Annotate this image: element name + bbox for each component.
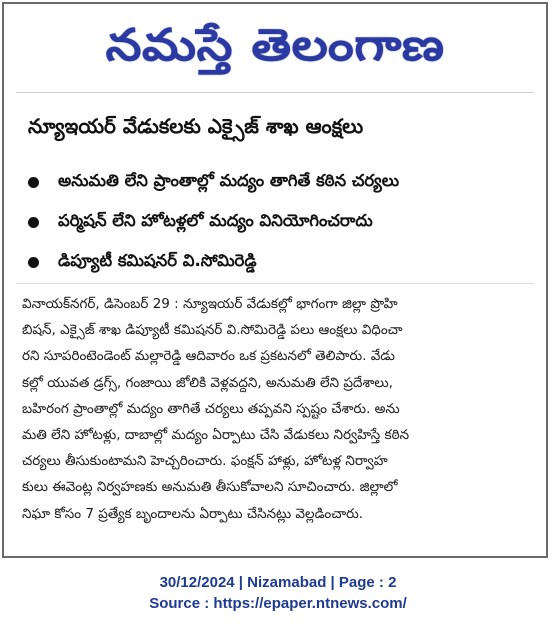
bullet-icon [28,177,39,188]
body-line: చర్యలు తీసుకుంటామని హెచ్చరించారు. ఫంక్షన్ హాళ్లు, హోటళ్ల నిర్వాహ [22,453,388,470]
body-line: నిఘా కోసం 7 ప్రత్యేక బృందాలను ఏర్పాటు చేసినట్లు వెల్లడించారు. [22,505,364,522]
body-line: రని సూపరింటెండెంట్ మల్లారెడ్డి ఆదివారం ఒక ప్రకటనలో తెలిపారు. వేడు [22,348,395,365]
source-url: Source : https://epaper.ntnews.com/ [149,595,407,612]
bullet-icon [28,257,39,268]
highlight-text: డిప్యూటీ కమిషనర్ వి.సోమిరెడ్డి [58,250,257,270]
glyph-fragment [168,556,176,558]
highlight-list [26,162,532,282]
newspaper-clipping [2,2,548,558]
newspaper-logo: నమస్తే తెలంగాణ [105,19,445,71]
highlight-text: పర్మిషన్ లేని హోటళ్లలో మద్యం వినియోగించరాదు [58,210,373,230]
edition-info: 30/12/2024 | Nizamabad | Page : 2 [159,574,397,591]
highlight-item [26,242,532,282]
glyph-fragment [182,556,190,558]
body-line: కల్లో యువత డ్రగ్స్, గంజాయి జోలికి వెళ్లవద్దని, అనుమతి లేని ప్రదేశాలు, [22,374,393,391]
highlight-item [26,162,532,202]
body-line: బహిరంగ ప్రాంతాల్లో మద్యం తాగితే చర్యలు తప్పవని స్పష్టం చేశారు. అను [22,400,400,417]
source-footer [0,572,556,614]
masthead-divider [16,92,534,93]
highlight-item [26,202,532,242]
article-body [22,291,532,527]
body-divider [16,283,534,284]
masthead [4,8,546,84]
article-headline: న్యూఇయర్ వేడుకలకు ఎక్సైజ్ శాఖ ఆంక్షలు [28,114,364,138]
body-line: కులు ఈవెంట్ల నిర్వహణకు అనుమతి తీసుకోవాలని సూచించారు. జిల్లాలో [22,479,398,496]
body-line: మతి లేని హోటళ్లు, దాబాల్లో మద్యం ఏర్పాటు చేసి వేడుకలు నిర్వహిస్తే కఠిన [22,426,410,443]
bullet-icon [28,217,39,228]
highlight-text: అనుమతి లేని ప్రాంతాల్లో మద్యం తాగితే కఠిన చర్యలు [58,170,400,190]
glyph-fragment [154,556,162,558]
cropped-next-line [154,549,354,558]
body-line: వినాయక్‌నగర్, డిసెంబర్ 29 : న్యూఇయర్ వేడుకల్లో భాగంగా జిల్లా ప్రొహి [22,296,398,312]
body-line: బిషన్, ఎక్సైజ్ శాఖ డిప్యూటీ కమిషనర్ వి.సోమిరెడ్డి పలు ఆంక్షలు విధించా [22,322,403,339]
